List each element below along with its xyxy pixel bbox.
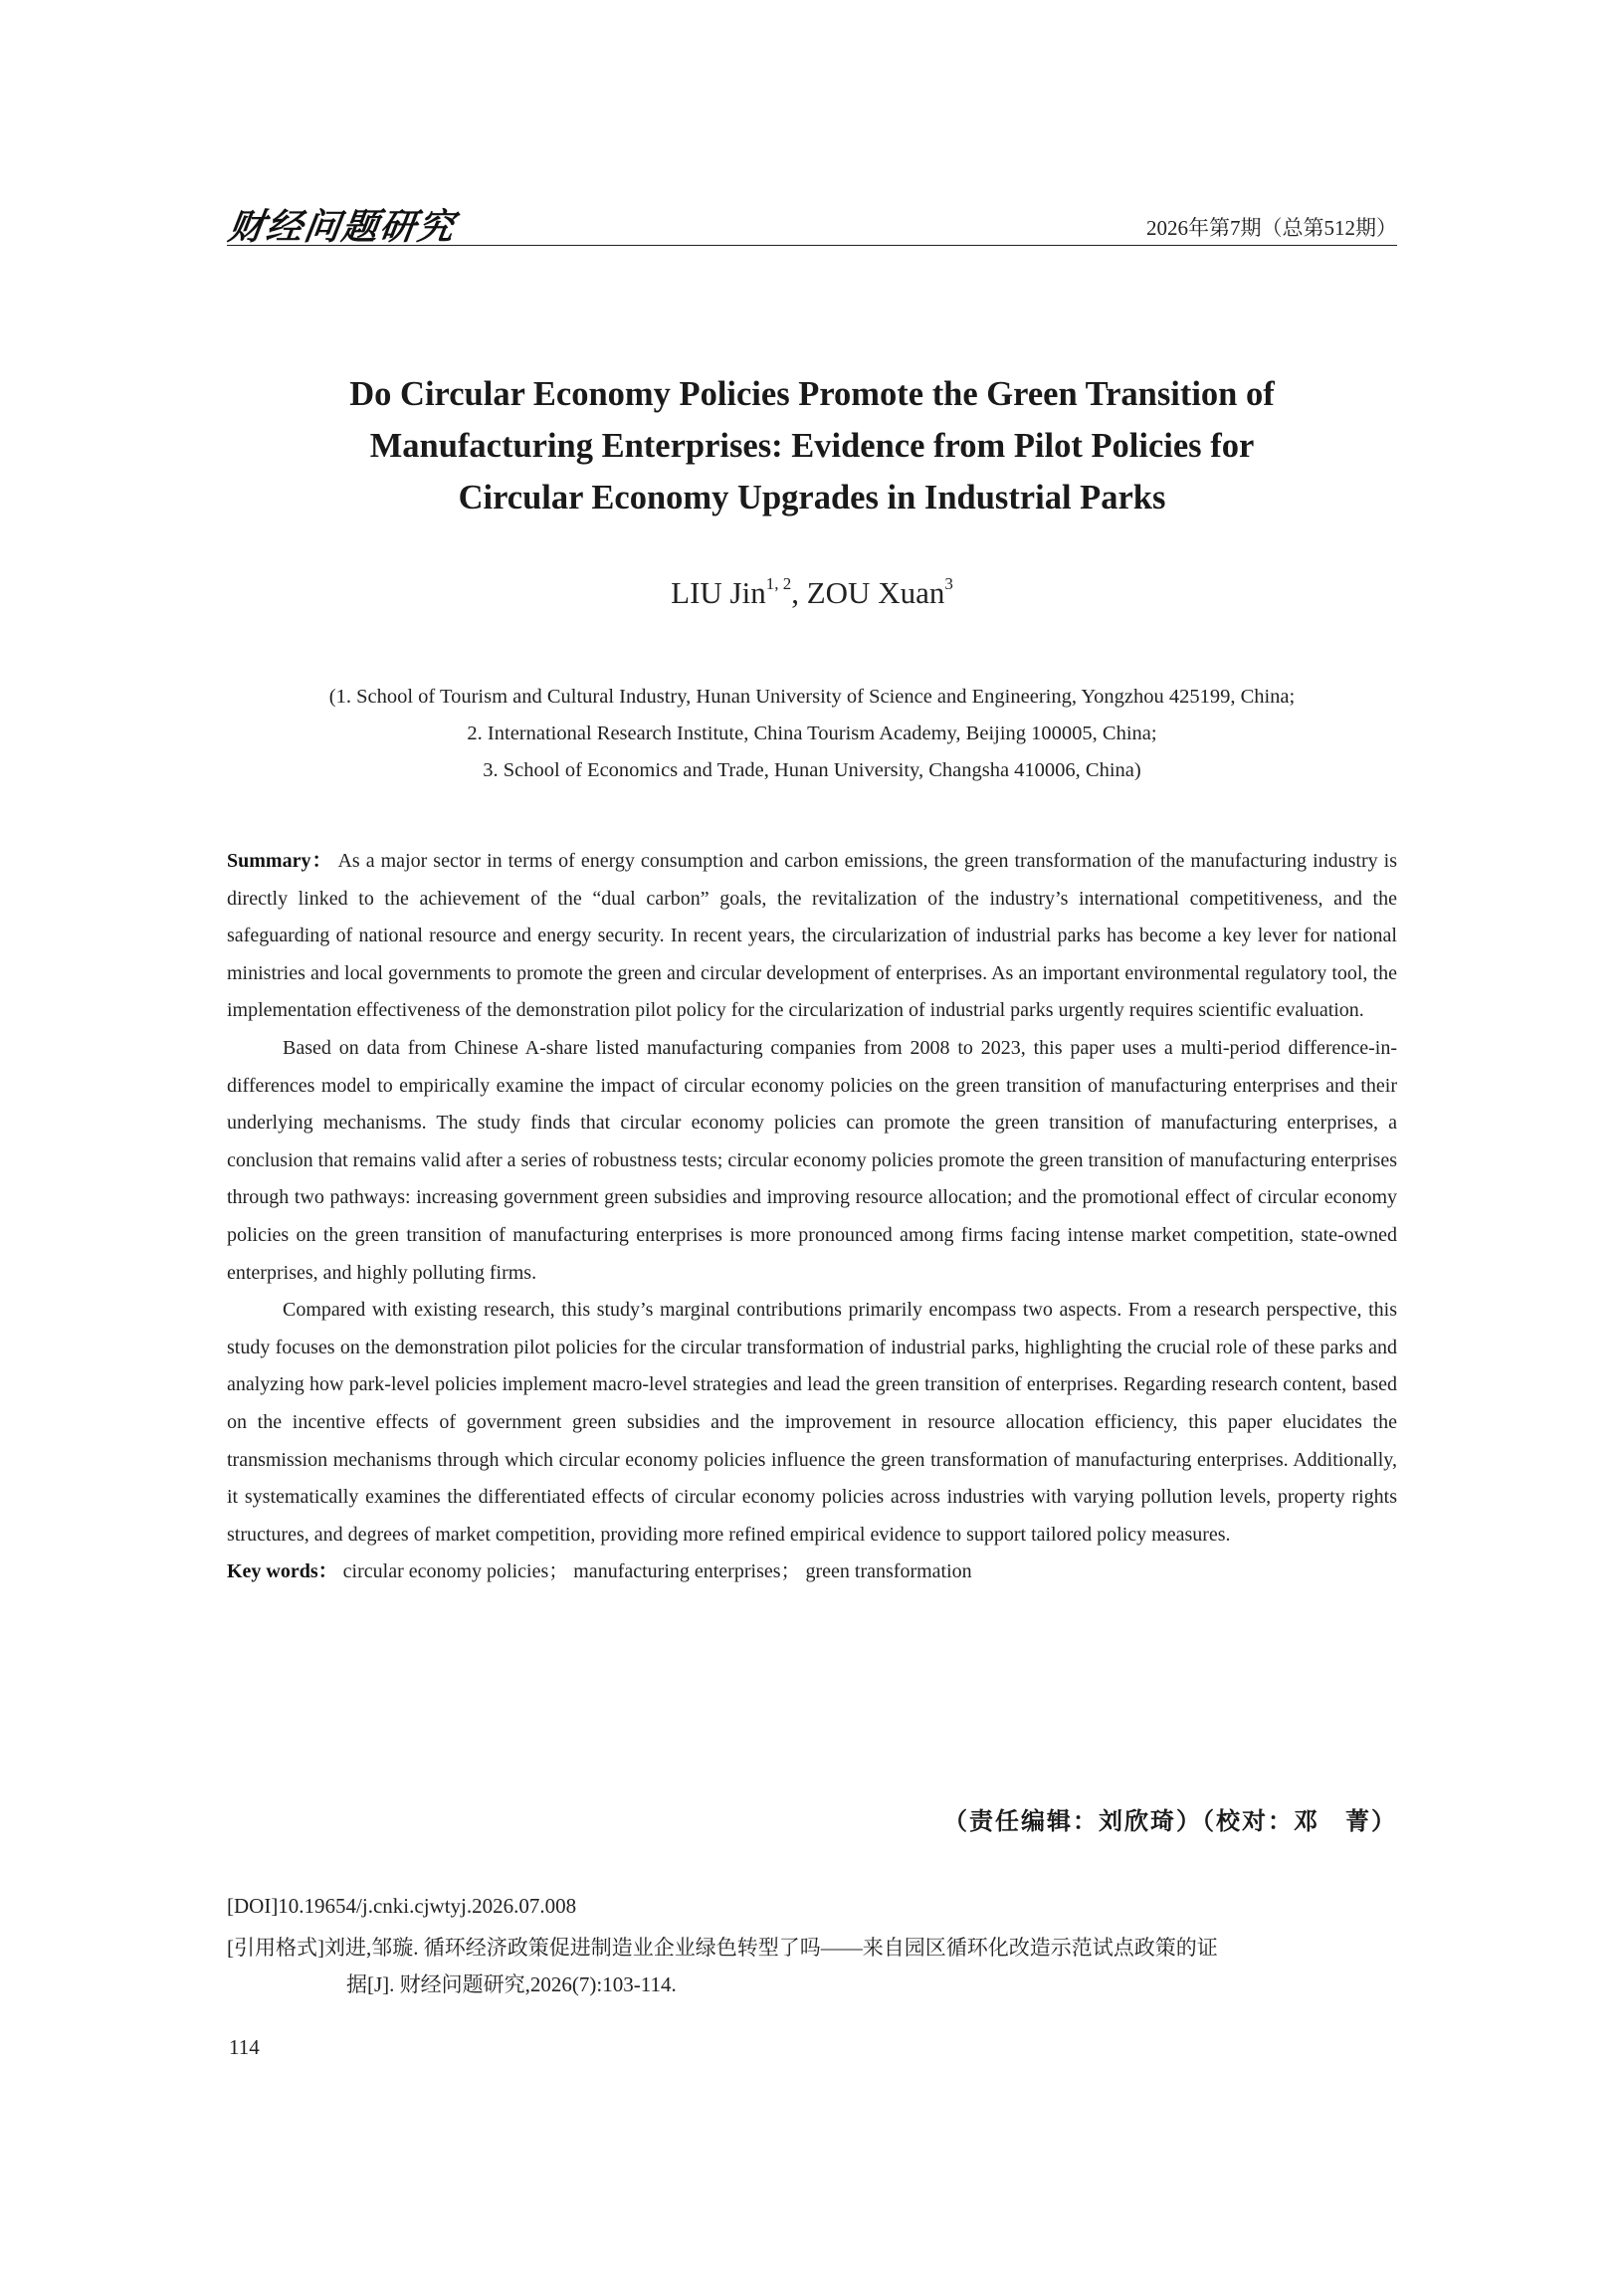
article-title — [227, 368, 1397, 523]
author-list — [227, 575, 1397, 611]
abstract-body — [227, 843, 1397, 1591]
keywords-label: Key words： — [227, 1560, 338, 1583]
keywords-text: circular economy policies； manufacturing enterprises； green transformation — [342, 1560, 972, 1583]
summary-label: Summary： — [227, 850, 333, 872]
summary-text: As a major sector in terms of energy consumption and carbon emissions, the green transformation of the manufacturing industry is directly linked to the achievement of the “dual carbon” goals, the revitalization of the industry’s international competitiveness, and the safeguarding of national resource and energy security. In recent years, the circularization of industrial parks has become a key lever for national ministries and local governments to promote the green and circular development of enterprises. As an important environmental regulatory tool, the implementation effectiveness of the demonstration pilot policy for the circularization of industrial parks urgently requires scientific evaluation. — [227, 850, 1397, 1022]
citation-format — [227, 1930, 1397, 2003]
title-line: Do Circular Economy Policies Promote the Green Transition of — [349, 375, 1275, 413]
summary-paragraph: Based on data from Chinese A-share listed manufacturing companies from 2008 to 2023, this paper uses a multi-period difference-in-differences model to empirically examine the impact of circular economy policies on the green transition of manufacturing enterprises and their underlying mechanisms. The study finds that circular economy policies can promote the green transition of manufacturing enterprises, a conclusion that remains valid after a series of robustness tests; circular economy policies promote the green transition of manufacturing enterprises through two pathways: increasing government green subsidies and improving resource allocation; and the promotional effect of circular economy policies on the green transition of manufacturing enterprises is more pronounced among firms facing intense market competition, state-owned enterprises, and highly polluting firms. — [227, 1036, 1397, 1284]
issue-info: 2026年第7期（总第512期） — [1146, 216, 1397, 240]
keywords-paragraph — [227, 1554, 1397, 1591]
journal-logo: 财经问题研究 — [225, 206, 459, 248]
doi: [DOI]10.19654/j.cnki.cjwtyj.2026.07.008 — [227, 1894, 577, 1918]
citation-line: 据[J]. 财经问题研究,2026(7):103-114. — [346, 1972, 677, 1996]
editor-credit: （责任编辑：刘欣琦）（校对：邓 菁） — [943, 1807, 1397, 1835]
citation-line: [引用格式]刘进,邹璇. 循环经济政策促进制造业企业绿色转型了吗——来自园区循环化改造示范试点政策的证 — [227, 1936, 1218, 1960]
author-name: ZOU Xuan — [806, 575, 945, 610]
affiliation-line: 3. School of Economics and Trade, Hunan University, Changsha 410006, China) — [483, 759, 1141, 781]
title-line: Circular Economy Upgrades in Industrial Parks — [458, 479, 1166, 517]
affiliation-line: (1. School of Tourism and Cultural Industry, Hunan University of Science and Engineering, Yongzhou 425199, China; — [328, 686, 1296, 708]
page-number: 114 — [229, 2035, 260, 2059]
author-affiliation-marker: 1, 2 — [765, 573, 792, 593]
summary-paragraph — [227, 843, 1397, 1030]
author-name: LIU Jin — [671, 575, 766, 610]
affiliations — [227, 679, 1397, 789]
affiliation-line: 2. International Research Institute, China Tourism Academy, Beijing 100005, China; — [467, 723, 1157, 744]
title-line: Manufacturing Enterprises: Evidence from Pilot Policies for — [369, 427, 1255, 465]
summary-paragraph: Compared with existing research, this study’s marginal contributions primarily encompass two aspects. From a research perspective, this study focuses on the demonstration pilot policies for the circular transformation of industrial parks, highlighting the crucial role of these parks and analyzing how park-level policies implement macro-level strategies and lead the green transition of enterprises. Regarding research content, based on the incentive effects of government green subsidies and the improvement in resource allocation efficiency, this paper elucidates the transmission mechanisms through which circular economy policies influence the green transformation of manufacturing enterprises. Additionally, it systematically examines the differentiated effects of circular economy policies across industries with varying pollution levels, property rights structures, and degrees of market competition, providing more refined empirical evidence to support tailored policy measures. — [227, 1299, 1397, 1546]
running-header — [227, 195, 1397, 246]
author-affiliation-marker: 3 — [944, 573, 953, 593]
author-separator: , — [791, 575, 807, 610]
